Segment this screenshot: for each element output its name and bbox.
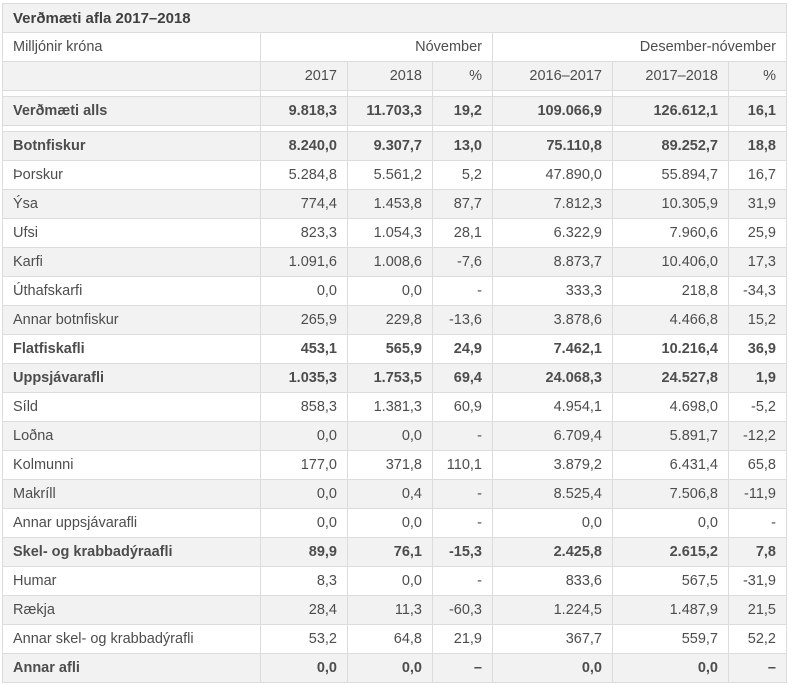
cell-value: 53,2: [261, 625, 348, 654]
cell-value: 1.381,3: [348, 393, 433, 422]
cell-value: 8.873,7: [493, 248, 613, 277]
cell-value: 1.453,8: [348, 190, 433, 219]
row-label: Annar afli: [3, 654, 261, 683]
row-label: Uppsjávarafli: [3, 364, 261, 393]
cell-value: 0,0: [261, 480, 348, 509]
cell-value: 17,3: [729, 248, 787, 277]
cell-value: 65,8: [729, 451, 787, 480]
cell-value: 333,3: [493, 277, 613, 306]
cell-value: 7.960,6: [613, 219, 729, 248]
cell-value: 110,1: [433, 451, 493, 480]
cell-value: 7,8: [729, 538, 787, 567]
table-row: [3, 567, 787, 596]
cell-value: 126.612,1: [613, 97, 729, 126]
group-header-row: [3, 33, 787, 62]
cell-value: -31,9: [729, 567, 787, 596]
row-label: Rækja: [3, 596, 261, 625]
row-label: Ufsi: [3, 219, 261, 248]
cell-value: 0,0: [348, 422, 433, 451]
cell-value: 19,2: [433, 97, 493, 126]
cell-value: 24.068,3: [493, 364, 613, 393]
cell-value: 5.561,2: [348, 161, 433, 190]
cell-value: 21,9: [433, 625, 493, 654]
cell-value: 1,9: [729, 364, 787, 393]
table-row: [3, 335, 787, 364]
group-header-desember-november: Desember-nóvember: [493, 33, 787, 62]
cell-value: 76,1: [348, 538, 433, 567]
table-row: [3, 509, 787, 538]
table-row: [3, 654, 787, 683]
table-row: [3, 190, 787, 219]
cell-value: 75.110,8: [493, 132, 613, 161]
row-label: Skel- og krabbadýraafli: [3, 538, 261, 567]
table-row: [3, 364, 787, 393]
cell-value: 55.894,7: [613, 161, 729, 190]
cell-value: 1.008,6: [348, 248, 433, 277]
table-row: [3, 451, 787, 480]
cell-value: 833,6: [493, 567, 613, 596]
row-label: Annar uppsjávarafli: [3, 509, 261, 538]
cell-value: 15,2: [729, 306, 787, 335]
col-header-2017: 2017: [261, 62, 348, 91]
cell-value: 7.462,1: [493, 335, 613, 364]
cell-value: 567,5: [613, 567, 729, 596]
cell-value: -: [433, 480, 493, 509]
cell-value: –: [729, 654, 787, 683]
cell-value: 18,8: [729, 132, 787, 161]
cell-value: 28,4: [261, 596, 348, 625]
cell-value: 565,9: [348, 335, 433, 364]
table-title: Verðmæti afla 2017–2018: [3, 4, 787, 33]
cell-value: 0,0: [348, 654, 433, 683]
cell-value: 11.703,3: [348, 97, 433, 126]
cell-value: 89.252,7: [613, 132, 729, 161]
cell-value: 16,1: [729, 97, 787, 126]
cell-value: 2.615,2: [613, 538, 729, 567]
cell-value: 0,0: [348, 509, 433, 538]
cell-value: 13,0: [433, 132, 493, 161]
row-label: Humar: [3, 567, 261, 596]
cell-value: -: [729, 509, 787, 538]
cell-value: 16,7: [729, 161, 787, 190]
cell-value: 1.487,9: [613, 596, 729, 625]
cell-value: 1.035,3: [261, 364, 348, 393]
cell-value: 0,0: [261, 277, 348, 306]
cell-value: -34,3: [729, 277, 787, 306]
col-header-2016-2017: 2016–2017: [493, 62, 613, 91]
cell-value: 28,1: [433, 219, 493, 248]
row-label: Loðna: [3, 422, 261, 451]
table-row: [3, 248, 787, 277]
cell-value: –: [433, 654, 493, 683]
table-row: [3, 393, 787, 422]
table-row: [3, 306, 787, 335]
table-row: [3, 97, 787, 126]
cell-value: 10.305,9: [613, 190, 729, 219]
row-label: Makríll: [3, 480, 261, 509]
col-header-2017-2018: 2017–2018: [613, 62, 729, 91]
table-row: [3, 596, 787, 625]
row-label: Karfi: [3, 248, 261, 277]
col-header-pct-november: %: [433, 62, 493, 91]
cell-value: 0,0: [493, 654, 613, 683]
cell-value: -: [433, 567, 493, 596]
cell-value: -12,2: [729, 422, 787, 451]
table-row: [3, 161, 787, 190]
col-header-2018: 2018: [348, 62, 433, 91]
cell-value: 1.224,5: [493, 596, 613, 625]
empty-header-cell: [3, 62, 261, 91]
cell-value: -11,9: [729, 480, 787, 509]
cell-value: 11,3: [348, 596, 433, 625]
cell-value: 2.425,8: [493, 538, 613, 567]
table-row: [3, 625, 787, 654]
unit-label: Milljónir króna: [3, 33, 261, 62]
cell-value: 36,9: [729, 335, 787, 364]
cell-value: 10.216,4: [613, 335, 729, 364]
row-label: Botnfiskur: [3, 132, 261, 161]
row-label: Þorskur: [3, 161, 261, 190]
cell-value: -15,3: [433, 538, 493, 567]
cell-value: 6.322,9: [493, 219, 613, 248]
cell-value: -: [433, 509, 493, 538]
cell-value: 64,8: [348, 625, 433, 654]
cell-value: 87,7: [433, 190, 493, 219]
cell-value: 229,8: [348, 306, 433, 335]
cell-value: 0,0: [493, 509, 613, 538]
cell-value: 31,9: [729, 190, 787, 219]
cell-value: -5,2: [729, 393, 787, 422]
cell-value: 453,1: [261, 335, 348, 364]
cell-value: 367,7: [493, 625, 613, 654]
cell-value: 0,0: [261, 654, 348, 683]
cell-value: 0,0: [613, 654, 729, 683]
cell-value: 6.709,4: [493, 422, 613, 451]
row-label: Síld: [3, 393, 261, 422]
cell-value: 774,4: [261, 190, 348, 219]
cell-value: 3.879,2: [493, 451, 613, 480]
cell-value: 265,9: [261, 306, 348, 335]
group-header-november: Nóvember: [261, 33, 493, 62]
cell-value: 8,3: [261, 567, 348, 596]
row-label: Úthafskarfi: [3, 277, 261, 306]
cell-value: 24.527,8: [613, 364, 729, 393]
cell-value: 0,0: [613, 509, 729, 538]
cell-value: 1.753,5: [348, 364, 433, 393]
cell-value: 8.525,4: [493, 480, 613, 509]
cell-value: -60,3: [433, 596, 493, 625]
title-row: [3, 4, 787, 33]
cell-value: 3.878,6: [493, 306, 613, 335]
cell-value: 7.506,8: [613, 480, 729, 509]
cell-value: 10.406,0: [613, 248, 729, 277]
table-row: [3, 538, 787, 567]
cell-value: 559,7: [613, 625, 729, 654]
table-row: [3, 422, 787, 451]
col-header-pct-desember: %: [729, 62, 787, 91]
cell-value: 24,9: [433, 335, 493, 364]
cell-value: 9.818,3: [261, 97, 348, 126]
cell-value: -: [433, 277, 493, 306]
cell-value: 823,3: [261, 219, 348, 248]
cell-value: 4.466,8: [613, 306, 729, 335]
cell-value: -7,6: [433, 248, 493, 277]
cell-value: 0,0: [348, 567, 433, 596]
cell-value: 60,9: [433, 393, 493, 422]
cell-value: 7.812,3: [493, 190, 613, 219]
cell-value: 218,8: [613, 277, 729, 306]
cell-value: -: [433, 422, 493, 451]
cell-value: 69,4: [433, 364, 493, 393]
cell-value: 6.431,4: [613, 451, 729, 480]
cell-value: 0,0: [261, 422, 348, 451]
cell-value: 177,0: [261, 451, 348, 480]
cell-value: 109.066,9: [493, 97, 613, 126]
column-header-row: [3, 62, 787, 91]
cell-value: 52,2: [729, 625, 787, 654]
row-label: Kolmunni: [3, 451, 261, 480]
cell-value: -13,6: [433, 306, 493, 335]
cell-value: 0,0: [261, 509, 348, 538]
cell-value: 371,8: [348, 451, 433, 480]
cell-value: 1.054,3: [348, 219, 433, 248]
row-label: Annar botnfiskur: [3, 306, 261, 335]
table-body: [3, 91, 787, 683]
cell-value: 0,0: [348, 277, 433, 306]
table-row: [3, 480, 787, 509]
row-label: Flatfiskafli: [3, 335, 261, 364]
cell-value: 5,2: [433, 161, 493, 190]
table-row: [3, 277, 787, 306]
catch-value-table: [2, 3, 787, 683]
cell-value: 4.698,0: [613, 393, 729, 422]
row-label: Annar skel- og krabbadýrafli: [3, 625, 261, 654]
cell-value: 858,3: [261, 393, 348, 422]
cell-value: 25,9: [729, 219, 787, 248]
cell-value: 5.284,8: [261, 161, 348, 190]
cell-value: 89,9: [261, 538, 348, 567]
row-label: Ýsa: [3, 190, 261, 219]
table-row: [3, 219, 787, 248]
cell-value: 5.891,7: [613, 422, 729, 451]
row-label: Verðmæti alls: [3, 97, 261, 126]
cell-value: 4.954,1: [493, 393, 613, 422]
table-row: [3, 132, 787, 161]
cell-value: 47.890,0: [493, 161, 613, 190]
cell-value: 1.091,6: [261, 248, 348, 277]
cell-value: 8.240,0: [261, 132, 348, 161]
cell-value: 21,5: [729, 596, 787, 625]
cell-value: 9.307,7: [348, 132, 433, 161]
cell-value: 0,4: [348, 480, 433, 509]
